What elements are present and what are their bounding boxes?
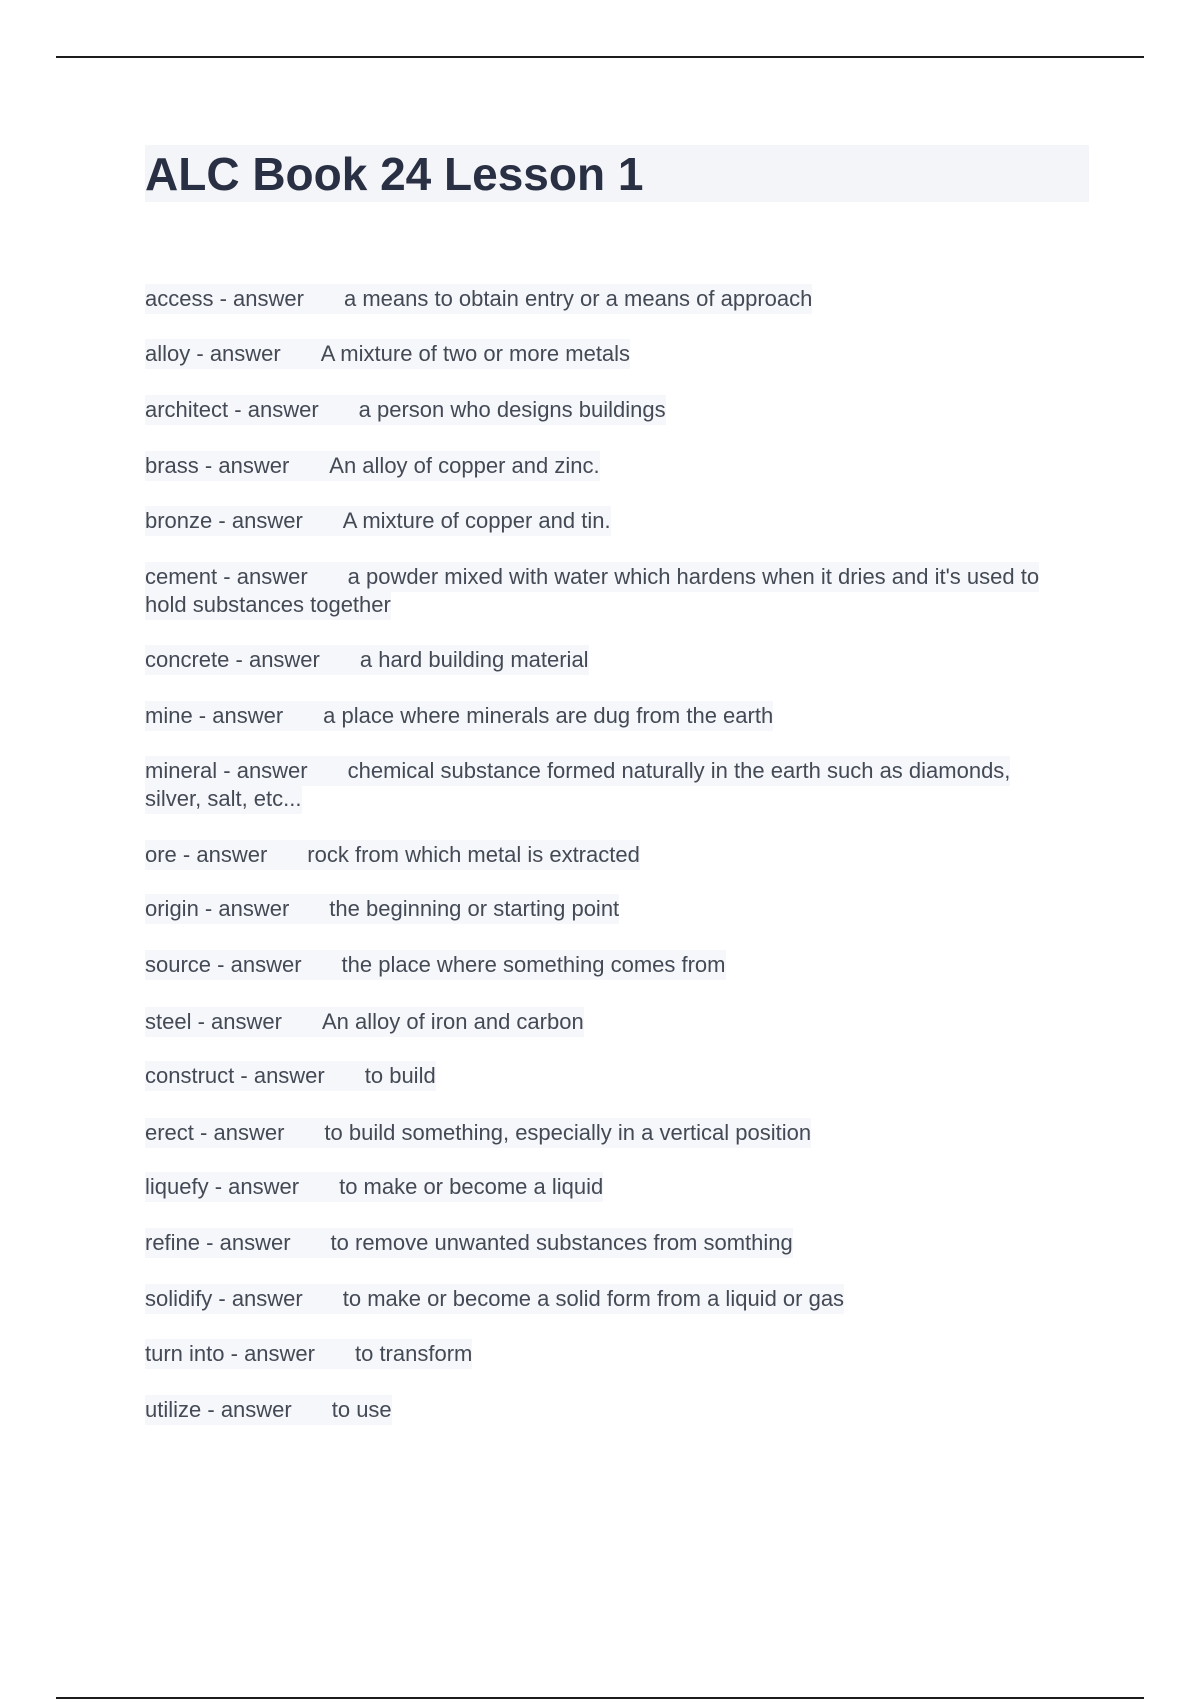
flashcard-entry xyxy=(145,757,1045,813)
entry-separator: - xyxy=(234,1063,254,1088)
entry-definition: A mixture of two or more metals xyxy=(320,341,631,366)
entry-definition: An alloy of iron and carbon xyxy=(321,1009,584,1034)
entry-definition: rock from which metal is extracted xyxy=(307,842,640,867)
entry-text xyxy=(145,339,630,369)
flashcard-entry xyxy=(145,1173,603,1201)
entry-definition: to make or become a liquid xyxy=(339,1174,604,1199)
entry-definition: chemical substance formed naturally in the earth such as diamonds, silver, salt, etc... xyxy=(145,758,1011,811)
entry-text xyxy=(145,1061,436,1091)
entry-definition: to transform xyxy=(354,1341,473,1366)
flashcard-entry xyxy=(145,340,630,368)
entry-definition: to build xyxy=(364,1063,436,1088)
entry-answer-label: answer xyxy=(233,286,304,311)
flashcard-entry xyxy=(145,1229,793,1257)
entry-text xyxy=(145,1395,392,1425)
entry-text xyxy=(145,1007,584,1037)
entry-term: bronze xyxy=(145,508,213,533)
entry-term: refine xyxy=(145,1230,201,1255)
entry-definition: to build something, especially in a vertical position xyxy=(324,1120,812,1145)
entry-term: mineral xyxy=(145,758,218,783)
entry-definition: a place where minerals are dug from the earth xyxy=(323,703,774,728)
entry-text xyxy=(145,645,589,675)
flashcard-entry xyxy=(145,396,666,424)
flashcard-entry xyxy=(145,702,773,730)
entry-text xyxy=(145,451,600,481)
flashcard-entry xyxy=(145,1119,811,1147)
entry-answer-label: answer xyxy=(247,397,319,422)
entry-term: brass xyxy=(145,453,199,478)
entry-answer-label: answer xyxy=(220,1397,292,1422)
entry-definition: A mixture of copper and tin. xyxy=(342,508,611,533)
flashcard-entry xyxy=(145,563,1045,619)
entry-definition: a powder mixed with water which hardens when it dries and it's used to hold substances together xyxy=(145,564,1040,617)
entry-separator: - xyxy=(190,341,210,366)
entry-separator: - xyxy=(191,1009,212,1034)
entry-separator: - xyxy=(211,952,231,977)
flashcard-entry xyxy=(145,285,812,313)
entry-answer-label: answer xyxy=(231,508,303,533)
entry-text xyxy=(145,894,619,924)
entry-term: concrete xyxy=(145,647,230,672)
bottom-rule xyxy=(56,1697,1144,1699)
flashcard-entry xyxy=(145,841,640,869)
entry-term: turn into xyxy=(145,1341,225,1366)
entry-text xyxy=(145,1339,472,1369)
entry-answer-label: answer xyxy=(209,341,281,366)
entry-term: mine xyxy=(145,703,193,728)
page-title: ALC Book 24 Lesson 1 xyxy=(145,148,644,200)
entry-term: utilize xyxy=(145,1397,202,1422)
entry-answer-label: answer xyxy=(228,1174,300,1199)
entry-answer-label: answer xyxy=(219,1230,291,1255)
entry-text xyxy=(145,950,726,980)
flashcard-entry xyxy=(145,1340,472,1368)
entry-definition: the place where something comes from xyxy=(341,952,726,977)
entry-answer-label: answer xyxy=(236,564,308,589)
entry-term: ore xyxy=(145,842,177,867)
entry-definition: the beginning or starting point xyxy=(329,896,620,921)
entry-separator: - xyxy=(208,1174,229,1199)
entry-answer-label: answer xyxy=(253,1063,325,1088)
entry-definition: An alloy of copper and zinc. xyxy=(329,453,600,478)
entry-text xyxy=(145,840,640,870)
entry-text xyxy=(145,1118,811,1148)
entry-term: erect xyxy=(145,1120,194,1145)
entry-text xyxy=(145,395,666,425)
entry-answer-label: answer xyxy=(212,703,284,728)
entry-text xyxy=(145,562,1039,620)
entry-text xyxy=(145,1284,844,1314)
entry-text xyxy=(145,284,812,314)
entry-text xyxy=(145,756,1010,814)
top-rule xyxy=(56,56,1144,58)
entry-separator: - xyxy=(224,1341,245,1366)
entry-separator: - xyxy=(217,564,237,589)
entry-separator: - xyxy=(228,397,248,422)
entry-answer-label: answer xyxy=(236,758,308,783)
entry-answer-label: answer xyxy=(218,453,290,478)
entry-answer-label: answer xyxy=(218,896,290,921)
entry-separator: - xyxy=(213,286,234,311)
entry-answer-label: answer xyxy=(244,1341,315,1366)
entry-answer-label: answer xyxy=(231,1286,303,1311)
entry-definition: a means to obtain entry or a means of approach xyxy=(343,286,813,311)
flashcard-entry xyxy=(145,1285,844,1313)
entry-answer-label: answer xyxy=(230,952,302,977)
entry-text xyxy=(145,701,773,731)
entry-definition: to make or become a solid form from a liquid or gas xyxy=(342,1286,845,1311)
entry-separator: - xyxy=(198,896,219,921)
entry-separator: - xyxy=(229,647,249,672)
entry-term: architect xyxy=(145,397,229,422)
entry-definition: to remove unwanted substances from somthing xyxy=(330,1230,793,1255)
entry-separator: - xyxy=(200,1230,220,1255)
flashcard-entry xyxy=(145,507,611,535)
entry-text xyxy=(145,1228,793,1258)
entry-separator: - xyxy=(217,758,237,783)
entry-text xyxy=(145,506,611,536)
flashcard-entry xyxy=(145,895,619,923)
flashcard-entry xyxy=(145,452,600,480)
entry-separator: - xyxy=(176,842,197,867)
entry-separator: - xyxy=(193,1120,214,1145)
flashcard-entry xyxy=(145,1396,392,1424)
entry-definition: to use xyxy=(331,1397,392,1422)
entry-definition: a person who designs buildings xyxy=(358,397,666,422)
entry-term: source xyxy=(145,952,212,977)
entry-term: construct xyxy=(145,1063,235,1088)
entry-term: alloy xyxy=(145,341,191,366)
flashcard-entry xyxy=(145,646,589,674)
entry-answer-label: answer xyxy=(213,1120,285,1145)
entry-answer-label: answer xyxy=(248,647,320,672)
entry-term: steel xyxy=(145,1009,192,1034)
entry-term: origin xyxy=(145,896,199,921)
entry-answer-label: answer xyxy=(196,842,268,867)
entry-term: cement xyxy=(145,564,218,589)
entry-separator: - xyxy=(201,1397,221,1422)
entry-text xyxy=(145,1172,603,1202)
entry-term: solidify xyxy=(145,1286,213,1311)
entry-separator: - xyxy=(198,453,219,478)
flashcard-entry xyxy=(145,1062,436,1090)
entry-separator: - xyxy=(212,1286,232,1311)
entry-definition: a hard building material xyxy=(359,647,589,672)
entry-separator: - xyxy=(192,703,213,728)
entry-term: access xyxy=(145,286,214,311)
entry-separator: - xyxy=(212,508,232,533)
flashcard-entry xyxy=(145,951,726,979)
entry-term: liquefy xyxy=(145,1174,209,1199)
entry-answer-label: answer xyxy=(211,1009,282,1034)
flashcard-entry xyxy=(145,1008,584,1036)
